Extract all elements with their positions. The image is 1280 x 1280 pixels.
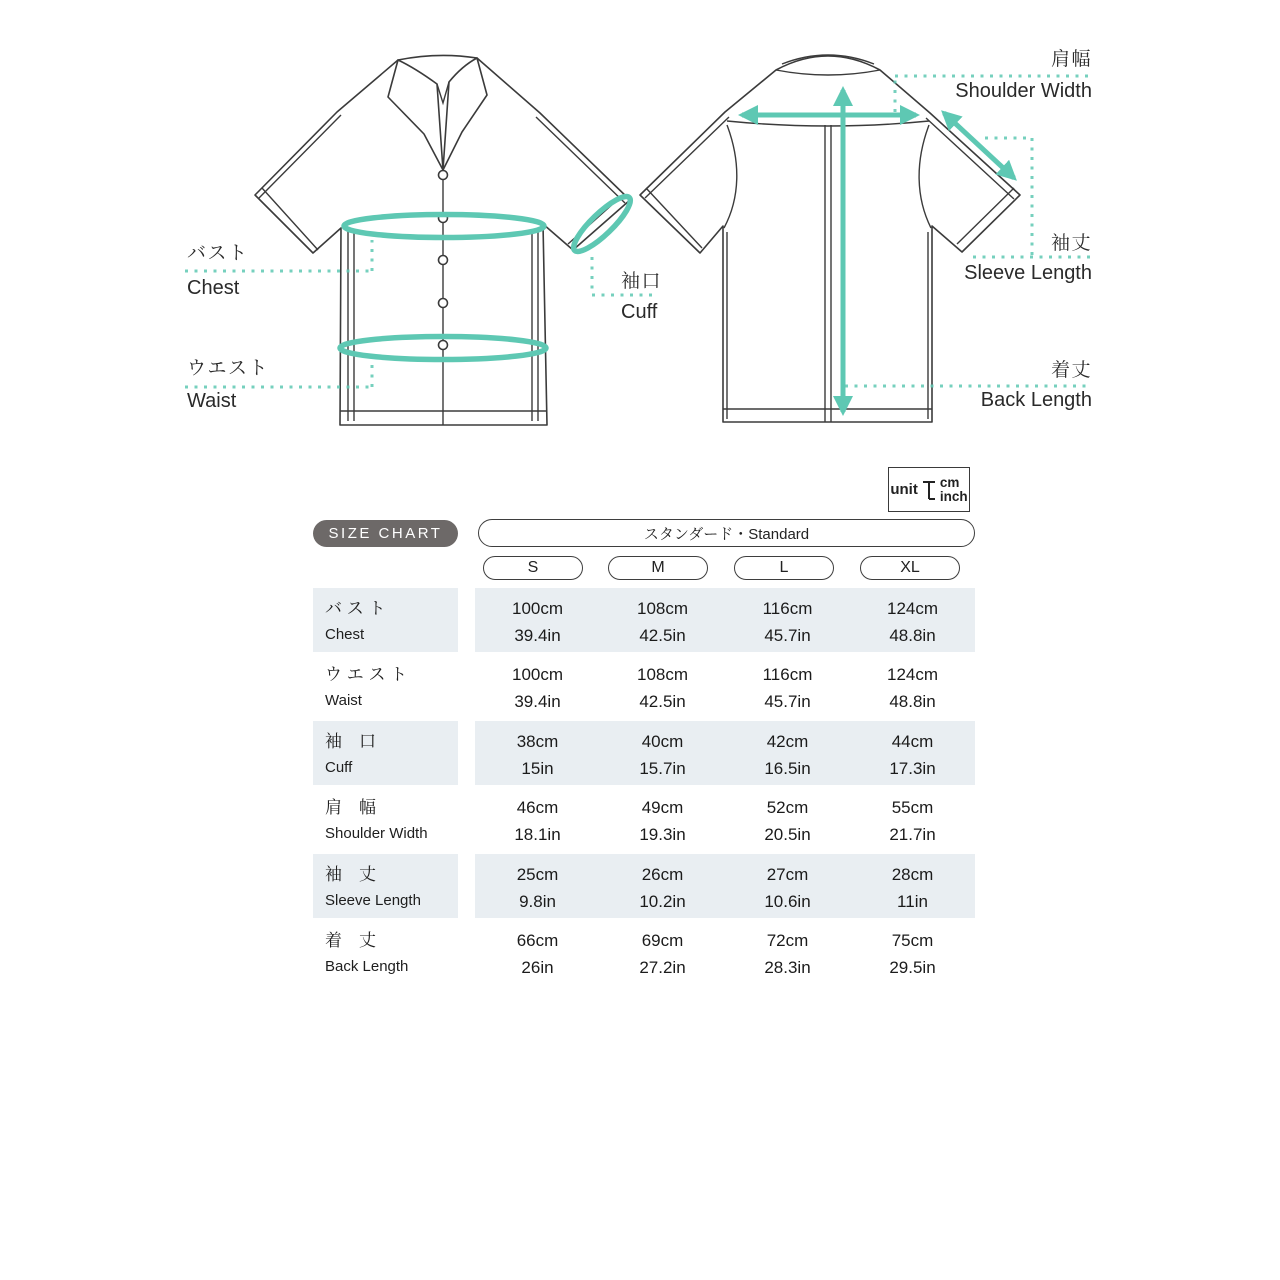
in-value: 17.3in	[889, 759, 936, 778]
size-cell	[725, 794, 850, 851]
size-cell	[600, 861, 725, 918]
table-row-sleeve	[0, 854, 1280, 918]
in-value: 39.4in	[514, 692, 561, 711]
in-value: 42.5in	[639, 626, 686, 645]
size-cell	[725, 927, 850, 984]
cm-value: 26cm	[641, 865, 684, 884]
table-row-shoulder	[0, 787, 1280, 851]
cm-value: 55cm	[891, 798, 934, 817]
in-value: 39.4in	[514, 626, 561, 645]
cm-value: 124cm	[886, 665, 939, 684]
cm-value: 27cm	[766, 865, 809, 884]
in-value: 11in	[897, 892, 928, 911]
cm-value: 40cm	[641, 732, 684, 751]
size-cell	[725, 861, 850, 918]
in-value: 15in	[521, 759, 554, 778]
row-label-en: Sleeve Length	[325, 892, 421, 909]
cm-value: 72cm	[766, 931, 809, 950]
row-label	[313, 787, 458, 851]
size-cell	[600, 595, 725, 652]
in-value: 16.5in	[764, 759, 811, 778]
sleeve-label-jp: 袖丈	[1050, 233, 1092, 254]
in-value: 45.7in	[764, 626, 811, 645]
chest-label-jp: バスト	[187, 243, 249, 264]
row-label	[313, 721, 458, 785]
in-value: 15.7in	[639, 759, 686, 778]
table-row-chest	[0, 588, 1280, 652]
cm-value: 69cm	[641, 931, 684, 950]
in-value: 9.8in	[519, 892, 556, 911]
size-cell	[725, 728, 850, 785]
in-value: 18.1in	[514, 825, 561, 844]
size-cell	[850, 661, 975, 718]
in-value: 48.8in	[889, 626, 936, 645]
size-cell	[600, 661, 725, 718]
row-label-jp: 袖 丈	[325, 865, 376, 884]
size-cell	[600, 927, 725, 984]
row-label-en: Cuff	[325, 759, 353, 776]
cm-value: 52cm	[766, 798, 809, 817]
size-cell	[475, 927, 600, 984]
row-label	[313, 920, 458, 984]
table-row-cuff	[0, 721, 1280, 785]
size-cell	[475, 728, 600, 785]
cm-value: 75cm	[891, 931, 934, 950]
cm-value: 66cm	[516, 931, 559, 950]
unit-inch-label: inch	[939, 488, 968, 504]
table-row-waist	[0, 654, 1280, 718]
cm-value: 116cm	[762, 665, 813, 684]
waist-label-en: Waist	[187, 390, 237, 412]
size-header-m: M	[608, 556, 708, 580]
unit-cm-label: cm	[939, 474, 960, 490]
cm-value: 25cm	[516, 865, 559, 884]
unit-label: unit	[890, 481, 918, 498]
in-value: 10.6in	[764, 892, 811, 911]
row-data	[475, 721, 975, 785]
back-length-label-en: Back Length	[980, 389, 1092, 411]
row-data	[475, 654, 975, 718]
size-cell	[475, 794, 600, 851]
in-value: 26in	[521, 958, 554, 977]
in-value: 28.3in	[764, 958, 811, 977]
row-label-en: Back Length	[325, 958, 409, 975]
size-cell	[850, 595, 975, 652]
in-value: 10.2in	[639, 892, 686, 911]
row-label-jp: 着 丈	[325, 931, 376, 950]
cm-value: 100cm	[511, 665, 564, 684]
size-cell	[850, 861, 975, 918]
in-value: 48.8in	[889, 692, 936, 711]
waist-label-jp: ウエスト	[187, 358, 270, 379]
row-data	[475, 588, 975, 652]
size-cell	[600, 728, 725, 785]
cm-value: 108cm	[636, 599, 689, 618]
row-label-jp: 肩 幅	[325, 798, 376, 817]
cm-value: 108cm	[636, 665, 689, 684]
in-value: 42.5in	[639, 692, 686, 711]
cm-value: 42cm	[766, 732, 809, 751]
in-value: 20.5in	[764, 825, 811, 844]
cm-value: 44cm	[891, 732, 934, 751]
row-data	[475, 920, 975, 984]
in-value: 21.7in	[889, 825, 936, 844]
size-cell	[475, 861, 600, 918]
back-length-label-jp: 着丈	[1050, 360, 1092, 381]
size-header-xl: XL	[860, 556, 960, 580]
cuff-label-jp: 袖口	[621, 271, 663, 292]
category-pill-standard: スタンダード・Standard	[478, 519, 975, 547]
size-cell	[850, 794, 975, 851]
size-cell	[725, 595, 850, 652]
row-label-en: Chest	[325, 626, 365, 643]
row-data	[475, 787, 975, 851]
size-cell	[725, 661, 850, 718]
size-header-l: L	[734, 556, 834, 580]
cm-value: 46cm	[516, 798, 559, 817]
size-cell	[475, 661, 600, 718]
chest-label-en: Chest	[187, 277, 240, 299]
row-label	[313, 654, 458, 718]
back-shirt-illustration	[640, 55, 1020, 422]
cm-value: 38cm	[516, 732, 559, 751]
cm-value: 49cm	[641, 798, 684, 817]
shoulder-label-en: Shoulder Width	[955, 80, 1092, 102]
in-value: 29.5in	[889, 958, 936, 977]
size-cell	[850, 927, 975, 984]
cuff-label-en: Cuff	[621, 301, 658, 323]
row-label-en: Shoulder Width	[325, 825, 428, 842]
cm-value: 100cm	[511, 599, 564, 618]
row-label	[313, 588, 458, 652]
sleeve-label-en: Sleeve Length	[964, 262, 1092, 284]
row-data	[475, 854, 975, 918]
size-cell	[850, 728, 975, 785]
unit-bracket-icon	[922, 475, 936, 505]
row-label-jp: ウ エ ス ト	[325, 665, 408, 684]
table-row-back-length	[0, 920, 1280, 984]
size-cell	[475, 595, 600, 652]
size-chart-title: SIZE CHART	[313, 520, 458, 547]
row-label-jp: バ ス ト	[325, 599, 386, 618]
cm-value: 116cm	[762, 599, 813, 618]
in-value: 27.2in	[639, 958, 686, 977]
size-header-s: S	[483, 556, 583, 580]
shoulder-label-jp: 肩幅	[1050, 49, 1092, 70]
size-cell	[600, 794, 725, 851]
row-label-en: Waist	[325, 692, 362, 709]
in-value: 19.3in	[639, 825, 686, 844]
unit-legend	[888, 467, 970, 512]
cm-value: 28cm	[891, 865, 934, 884]
in-value: 45.7in	[764, 692, 811, 711]
row-label-jp: 袖 口	[325, 732, 376, 751]
cm-value: 124cm	[886, 599, 939, 618]
row-label	[313, 854, 458, 918]
